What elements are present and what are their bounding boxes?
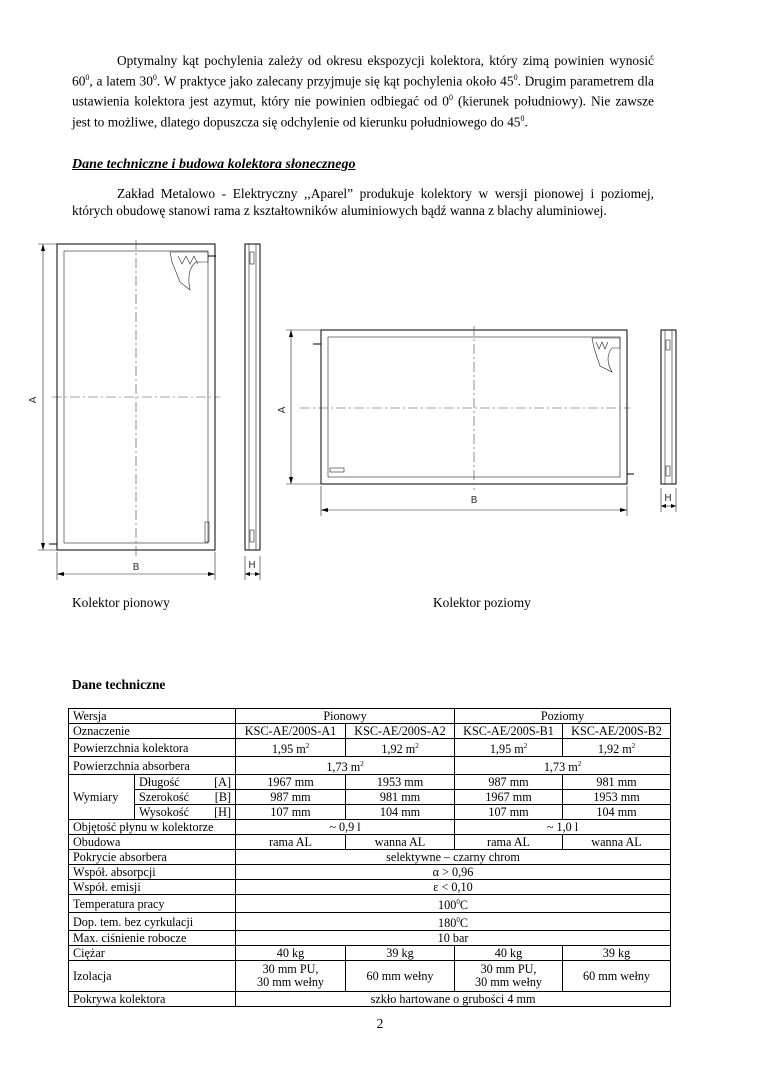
row-label: Max. ciśnienie robocze [69, 931, 236, 946]
table-cell: KSC-AE/200S-A2 [346, 724, 455, 739]
table-row [69, 880, 671, 895]
table-cell: 1967 mm [455, 790, 563, 805]
table-cell: 60 mm wełny [563, 961, 671, 992]
section-heading: Dane techniczne i budowa kolektora słonecznego [72, 157, 356, 172]
row-label: Współ. emisji [69, 880, 236, 895]
table-cell: ~ 0,9 l [236, 820, 455, 835]
table-row [69, 961, 671, 992]
dim-label-h: H [664, 493, 672, 504]
table-cell: 10 bar [236, 931, 671, 946]
table-row [69, 709, 671, 724]
table-cell: ε < 0,10 [236, 880, 671, 895]
table-row [69, 775, 671, 790]
table-row [69, 913, 671, 931]
table-cell: 107 mm [455, 805, 563, 820]
table-row [69, 805, 671, 820]
row-label: Współ. absorpcji [69, 865, 236, 880]
table-row [69, 850, 671, 865]
table-cell: wanna AL [346, 835, 455, 850]
row-label: Ciężar [69, 946, 236, 961]
dimension-label: Długość [A] [135, 775, 236, 790]
table-cell: 1967 mm [236, 775, 346, 790]
table-cell: szkło hartowane o grubości 4 mm [236, 992, 671, 1007]
version-vertical: Pionowy [236, 709, 455, 724]
table-cell: 40 kg [455, 946, 563, 961]
table-cell: $180^0C$ [236, 913, 671, 931]
table-cell: $100^0C$ [236, 895, 671, 913]
table-cell: 1,95 $m^2$ [455, 739, 563, 757]
table-cell: 60 mm wełny [346, 961, 455, 992]
row-label: Pokrywa kolektora [69, 992, 236, 1007]
table-cell: 1,73 $m^2$ [236, 757, 455, 775]
dimension-label: Szerokość [B] [135, 790, 236, 805]
row-label: Dop. tem. bez cyrkulacji [69, 913, 236, 931]
row-label: Objętość płynu w kolektorze [69, 820, 236, 835]
technical-data-table [68, 708, 671, 1007]
table-row [69, 790, 671, 805]
table-cell: 1953 mm [346, 775, 455, 790]
table-cell: 981 mm [346, 790, 455, 805]
table-row [69, 820, 671, 835]
table-cell: 30 mm PU, 30 mm wełny [236, 961, 346, 992]
table-row [69, 931, 671, 946]
row-label: Wymiary [69, 775, 135, 820]
intro-paragraph: Optymalny kąt pochylenia zależy od okresu ekspozycji kolektora, który zimą powinien wynosić $60^0$, a latem $30^0$. W praktyce jako zalecany przyjmuje się kąt pochylenia około $45^0$. Drugim parametrem dla ustawienia kolektora jest azymut, który nie powinien odbiegać od $0^0$ (kierunek południowy). Nie zawsze jest to możliwe, dlatego dopuszcza się odchylenie od kierunku południowego do $45^0$. [72, 53, 654, 130]
table-cell: α > 0,96 [236, 865, 671, 880]
row-label: Powierzchnia kolektora [69, 739, 236, 757]
vertical-collector-drawing [28, 240, 220, 580]
table-cell: rama AL [236, 835, 346, 850]
dim-label-a: A [277, 406, 288, 414]
dim-label-a: A [28, 396, 39, 404]
horizontal-collector-drawing [277, 326, 634, 516]
table-title: Dane techniczne [72, 677, 166, 692]
table-row [69, 757, 671, 775]
table-row [69, 992, 671, 1007]
manufacturer-paragraph: Zakład Metalowo - Elektryczny ,,Aparel” produkuje kolektory w wersji pionowej i poziomej, których obudowę stanowi rama z kształtowników aluminiowych bądź wanna z blachy aluminiowej. [72, 186, 654, 218]
table-cell: ~ 1,0 l [455, 820, 671, 835]
dim-label-b: B [132, 562, 140, 573]
dim-label-b: B [470, 495, 478, 506]
table-cell: 1953 mm [563, 790, 671, 805]
table-row [69, 739, 671, 757]
table-row [69, 724, 671, 739]
dim-label-h: H [248, 560, 256, 571]
dimension-label: Wysokość [H] [135, 805, 236, 820]
table-cell: selektywne – czarny chrom [236, 850, 671, 865]
table-cell: KSC-AE/200S-B2 [563, 724, 671, 739]
version-horizontal: Poziomy [455, 709, 671, 724]
horizontal-collector-caption: Kolektor poziomy [433, 595, 531, 610]
table-cell: 1,92 $m^2$ [563, 739, 671, 757]
table-cell: rama AL [455, 835, 563, 850]
table-cell: 107 mm [236, 805, 346, 820]
row-label: Obudowa [69, 835, 236, 850]
row-label: Temperatura pracy [69, 895, 236, 913]
table-cell: KSC-AE/200S-A1 [236, 724, 346, 739]
row-label: Izolacja [69, 961, 236, 992]
table-cell: 1,73 $m^2$ [455, 757, 671, 775]
row-label: Pokrycie absorbera [69, 850, 236, 865]
horizontal-collector-side-view [661, 330, 676, 512]
table-cell: 987 mm [455, 775, 563, 790]
table-cell: 39 kg [346, 946, 455, 961]
table-cell: 39 kg [563, 946, 671, 961]
table-cell: 1,95 $m^2$ [236, 739, 346, 757]
table-cell: 30 mm PU, 30 mm wełny [455, 961, 563, 992]
table-cell: wanna AL [563, 835, 671, 850]
table-cell: 104 mm [563, 805, 671, 820]
table-cell: 1,92 $m^2$ [346, 739, 455, 757]
table-row [69, 865, 671, 880]
row-label: Powierzchnia absorbera [69, 757, 236, 775]
table-cell: KSC-AE/200S-B1 [455, 724, 563, 739]
vertical-collector-side-view [245, 244, 260, 580]
table-row [69, 946, 671, 961]
row-label: Wersja [69, 709, 236, 724]
table-cell: 40 kg [236, 946, 346, 961]
page-number: 2 [376, 1016, 384, 1031]
table-cell: 981 mm [563, 775, 671, 790]
table-row [69, 895, 671, 913]
table-row [69, 835, 671, 850]
row-label: Oznaczenie [69, 724, 236, 739]
table-cell: 104 mm [346, 805, 455, 820]
vertical-collector-caption: Kolektor pionowy [72, 595, 170, 610]
table-cell: 987 mm [236, 790, 346, 805]
